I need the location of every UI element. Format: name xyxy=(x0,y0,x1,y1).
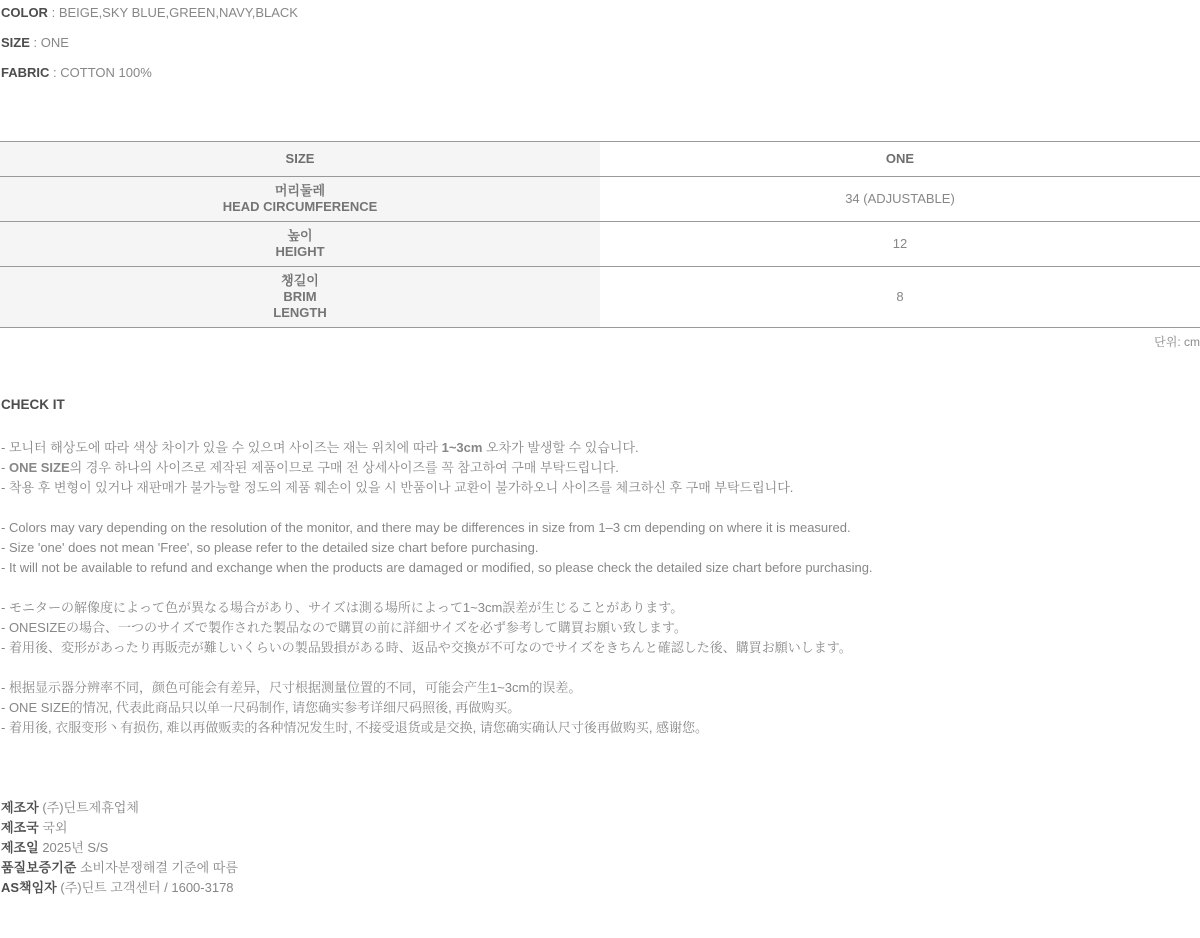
spec-size-label: SIZE xyxy=(1,35,30,50)
mfr-value: (주)딘트 고객센터 / 1600-3178 xyxy=(60,880,234,895)
notice-korean xyxy=(1,438,1200,498)
mfr-row-as-contact xyxy=(1,878,1200,898)
row-value-head-circumference: 34 (ADJUSTABLE) xyxy=(845,191,955,206)
mfr-value: (주)딘트제휴업체 xyxy=(42,800,139,815)
unit-note: 단위: cm xyxy=(1154,335,1200,349)
spec-size-value: ONE xyxy=(40,35,69,50)
mfr-label: AS책임자 xyxy=(1,880,57,895)
size-chart-table xyxy=(0,141,1200,328)
table-row-brim-length xyxy=(0,267,1200,328)
notice-en-line3: - It will not be available to refund and exchange when the products are damaged or modified, so please check the detailed size chart before purchasing. xyxy=(1,560,873,575)
notice-japanese xyxy=(1,598,1200,658)
size-table-header-one: ONE xyxy=(885,151,915,166)
row-label-line-en: HEIGHT xyxy=(275,244,325,259)
size-table-header-row xyxy=(0,142,1200,177)
notice-zh-line2: - ONE SIZE的情况, 代表此商品只以单一尺码制作, 请您确实参考详细尺码照後, 再做购买。 xyxy=(1,700,521,715)
row-value-brim-length: 8 xyxy=(896,289,904,304)
row-label-line-ko: 머리둘레 xyxy=(274,183,326,198)
mfr-row-country xyxy=(1,818,1200,838)
notice-zh-line3: - 着用後, 衣服变形丶有损伤, 难以再做贩卖的各种情况发生时, 不接受退货或是交换, 请您确实确认尺寸後再做购买, 感谢您。 xyxy=(1,720,709,735)
row-label-line-en: BRIM xyxy=(283,289,317,304)
notice-ko-line2-text2: 의 경우 하나의 사이즈로 제작된 제품이므로 구매 전 상세사이즈를 꼭 참고하여 구매 부탁드립니다. xyxy=(69,460,619,475)
mfr-row-date xyxy=(1,838,1200,858)
row-label-line-ko: 챙길이 xyxy=(281,273,319,288)
notice-ko-line2-text: - xyxy=(1,460,9,475)
row-value-height: 12 xyxy=(892,236,908,251)
notice-chinese xyxy=(1,678,1200,738)
notice-en-line1: - Colors may vary depending on the resolution of the monitor, and there may be differences in size from 1–3 cm depending on where it is measured. xyxy=(1,520,851,535)
notice-ko-line1-text: - 모니터 해상도에 따라 색상 차이가 있을 수 있으며 사이즈는 재는 위치에 따라 xyxy=(1,440,442,455)
mfr-value: 2025년 S/S xyxy=(42,840,109,855)
row-label-line-en2: LENGTH xyxy=(273,305,327,320)
mfr-value: 소비자분쟁해결 기준에 따름 xyxy=(79,860,238,875)
notice-ko-line1-text2: 오차가 발생할 수 있습니다. xyxy=(482,440,639,455)
notice-ko-line3: - 착용 후 변형이 있거나 재판매가 불가능할 정도의 제품 훼손이 있을 시 반품이나 교환이 불가하오니 사이즈를 체크하신 후 구매 부탁드립니다. xyxy=(1,480,794,495)
notice-en-line2: - Size 'one' does not mean 'Free', so please refer to the detailed size chart before purchasing. xyxy=(1,540,539,555)
notice-ko-line1-em: 1~3cm xyxy=(441,440,483,455)
mfr-label: 제조국 xyxy=(1,820,39,835)
product-specs xyxy=(0,6,1200,80)
spec-size-line xyxy=(1,36,1200,50)
row-label-head-circumference xyxy=(0,177,600,222)
notice-ko-line2 xyxy=(1,458,1200,478)
row-label-line-ko: 높이 xyxy=(287,228,313,243)
mfr-value: 국외 xyxy=(42,820,68,835)
mfr-label: 품질보증기준 xyxy=(1,860,77,875)
table-row-head-circumference xyxy=(0,177,1200,222)
spec-color-separator: : xyxy=(51,5,56,20)
notice-english xyxy=(1,518,1200,578)
spec-fabric-separator: : xyxy=(53,65,57,80)
spec-fabric-value: COTTON 100% xyxy=(60,65,152,80)
mfr-label: 제조자 xyxy=(1,800,39,815)
spec-color-line xyxy=(1,6,1200,20)
spec-size-separator: : xyxy=(33,35,38,50)
notice-ja-line3: - 着用後、変形があったり再販売が難しいくらいの製品毀損がある時、返品や交換が不可なのでサイズをきちんと確認した後、購買お願いします。 xyxy=(1,640,852,655)
mfr-row-warranty xyxy=(1,858,1200,878)
spec-color-value: BEIGE,SKY BLUE,GREEN,NAVY,BLACK xyxy=(58,5,298,20)
table-row-height xyxy=(0,222,1200,267)
size-table-header-size: SIZE xyxy=(0,142,600,177)
mfr-label: 제조일 xyxy=(1,840,39,855)
check-it-heading: CHECK IT xyxy=(1,397,65,412)
row-label-height xyxy=(0,222,600,267)
row-label-line-en: HEAD CIRCUMFERENCE xyxy=(222,199,378,214)
spec-color-label: COLOR xyxy=(1,5,48,20)
check-it-section xyxy=(0,397,1200,738)
mfr-row-manufacturer xyxy=(1,798,1200,818)
spec-fabric-line xyxy=(1,66,1200,80)
spec-fabric-label: FABRIC xyxy=(1,65,50,80)
notice-ja-line2: - ONESIZEの場合、一つのサイズで製作された製品なので購買の前に詳細サイズを必ず参考して購買お願い致します。 xyxy=(1,620,687,635)
notice-ko-line2-em: ONE SIZE xyxy=(8,460,70,475)
manufacturer-info xyxy=(0,798,1200,898)
notice-ja-line1: - モニターの解像度によって色が異なる場合があり、サイズは測る場所によって1~3cm誤差が生じることがあります。 xyxy=(1,600,684,615)
row-label-brim-length xyxy=(0,267,600,328)
notice-zh-line1: - 根据显示器分辨率不同，颜色可能会有差异，尺寸根据测量位置的不同，可能会产生1~3cm的误差。 xyxy=(1,680,582,695)
notice-ko-line1 xyxy=(1,438,1200,458)
